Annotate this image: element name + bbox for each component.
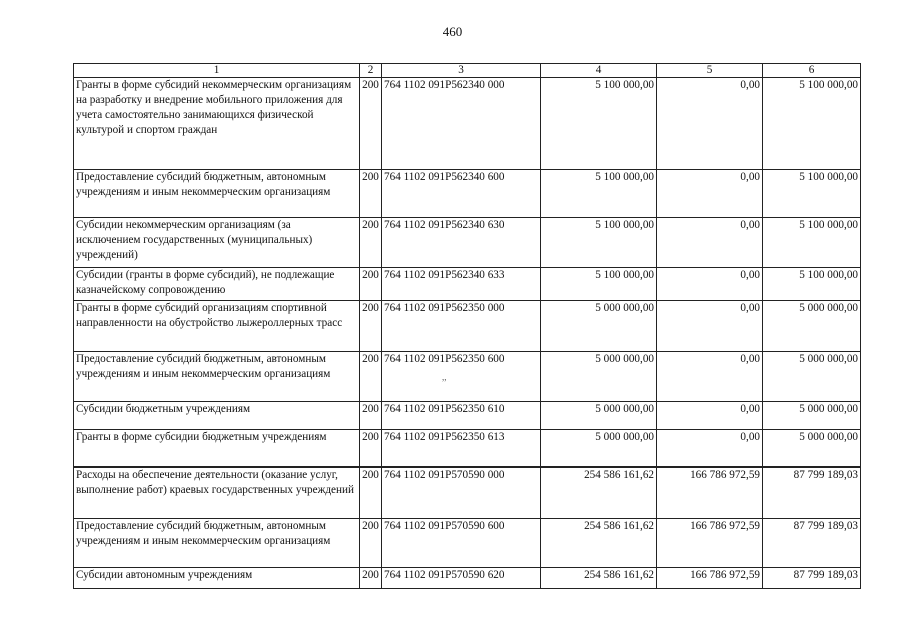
row-col5: 166 786 972,59: [657, 467, 763, 519]
row-col2: 200: [360, 301, 382, 352]
row-col2: 200: [360, 218, 382, 268]
row-name: Субсидии автономным учреждениям: [74, 568, 360, 589]
row-code: 764 1102 091Р562340 630: [382, 218, 541, 268]
row-col5: 0,00: [657, 78, 763, 170]
row-col6: 5 100 000,00: [763, 218, 861, 268]
row-code: 764 1102 091Р562350 000: [382, 301, 541, 352]
table-row: [74, 170, 861, 218]
row-code: 764 1102 091Р570590 620: [382, 568, 541, 589]
row-col6: 5 000 000,00: [763, 402, 861, 430]
header-cell: 2: [360, 64, 382, 78]
row-col4: 5 000 000,00: [541, 301, 657, 352]
row-name: Субсидии (гранты в форме субсидий), не подлежащие казначейскому сопровождению: [74, 268, 360, 301]
row-name: Расходы на обеспечение деятельности (оказание услуг, выполнение работ) краевых государственных учреждений: [74, 467, 360, 519]
table-row: [74, 301, 861, 352]
budget-table: [73, 63, 861, 589]
row-col6: 5 100 000,00: [763, 170, 861, 218]
table-row: [74, 352, 861, 402]
row-col6: 87 799 189,03: [763, 519, 861, 568]
header-cell: 4: [541, 64, 657, 78]
row-name: Субсидии бюджетным учреждениям: [74, 402, 360, 430]
page-number: 460: [442, 24, 463, 39]
row-col4: 5 100 000,00: [541, 268, 657, 301]
header-cell: 1: [74, 64, 360, 78]
row-col4: 254 586 161,62: [541, 519, 657, 568]
header-cell: 5: [657, 64, 763, 78]
row-col5: 166 786 972,59: [657, 568, 763, 589]
row-code: 764 1102 091Р562340 600: [382, 170, 541, 218]
row-col2: 200: [360, 170, 382, 218]
row-name: Предоставление субсидий бюджетным, автономным учреждениям и иным некоммерческим организациям: [74, 352, 360, 402]
row-col2: 200: [360, 519, 382, 568]
row-col2: 200: [360, 352, 382, 402]
row-code: 764 1102 091Р562340 633: [382, 268, 541, 301]
row-col6: 5 100 000,00: [763, 268, 861, 301]
table-row: [74, 519, 861, 568]
row-code: 764 1102 091Р562340 000: [382, 78, 541, 170]
row-col4: 5 000 000,00: [541, 402, 657, 430]
row-col2: 200: [360, 568, 382, 589]
row-name: Гранты в форме субсидий организациям спортивной направленности на обустройство лыжероллерных трасс: [74, 301, 360, 352]
row-name: Субсидии некоммерческим организациям (за исключением государственных (муниципальных) учреждений): [74, 218, 360, 268]
row-col4: 5 000 000,00: [541, 430, 657, 467]
row-col4: 5 000 000,00: [541, 352, 657, 402]
row-name: Предоставление субсидий бюджетным, автономным учреждениям и иным некоммерческим организациям: [74, 519, 360, 568]
row-name: Гранты в форме субсидий некоммерческим организациям на разработку и внедрение мобильного приложения для учета самостоятельно занимающихся физической культурой и спортом граждан: [74, 78, 360, 170]
table-row: [74, 402, 861, 430]
row-col6: 5 100 000,00: [763, 78, 861, 170]
row-code: 764 1102 091Р562350 613: [382, 430, 541, 467]
row-col6: 87 799 189,03: [763, 568, 861, 589]
header-row: [74, 64, 861, 78]
row-col4: 254 586 161,62: [541, 568, 657, 589]
row-col2: 200: [360, 430, 382, 467]
row-col5: 0,00: [657, 352, 763, 402]
table-row: [74, 218, 861, 268]
row-code: 764 1102 091Р562350 600: [382, 352, 541, 402]
row-col4: 254 586 161,62: [541, 467, 657, 519]
row-col2: 200: [360, 268, 382, 301]
row-col5: 0,00: [657, 402, 763, 430]
row-col6: 5 000 000,00: [763, 352, 861, 402]
row-col5: 0,00: [657, 218, 763, 268]
row-col5: 0,00: [657, 301, 763, 352]
row-col4: 5 100 000,00: [541, 170, 657, 218]
row-col6: 87 799 189,03: [763, 467, 861, 519]
table-row: [74, 467, 861, 519]
row-name: Предоставление субсидий бюджетным, автономным учреждениям и иным некоммерческим организациям: [74, 170, 360, 218]
row-col5: 0,00: [657, 170, 763, 218]
table-row: [74, 268, 861, 301]
row-col2: 200: [360, 78, 382, 170]
row-col5: 166 786 972,59: [657, 519, 763, 568]
row-col4: 5 100 000,00: [541, 78, 657, 170]
header-cell: 6: [763, 64, 861, 78]
row-col6: 5 000 000,00: [763, 430, 861, 467]
header-cell: 3: [382, 64, 541, 78]
row-code: 764 1102 091Р570590 600: [382, 519, 541, 568]
row-col6: 5 000 000,00: [763, 301, 861, 352]
scan-mark: ,,: [442, 372, 447, 382]
row-col2: 200: [360, 467, 382, 519]
row-col5: 0,00: [657, 268, 763, 301]
row-col4: 5 100 000,00: [541, 218, 657, 268]
table-row: [74, 78, 861, 170]
row-col2: 200: [360, 402, 382, 430]
row-code: 764 1102 091Р570590 000: [382, 467, 541, 519]
row-col5: 0,00: [657, 430, 763, 467]
row-name: Гранты в форме субсидии бюджетным учреждениям: [74, 430, 360, 467]
table-row: [74, 430, 861, 467]
row-code: 764 1102 091Р562350 610: [382, 402, 541, 430]
table-row: [74, 568, 861, 589]
